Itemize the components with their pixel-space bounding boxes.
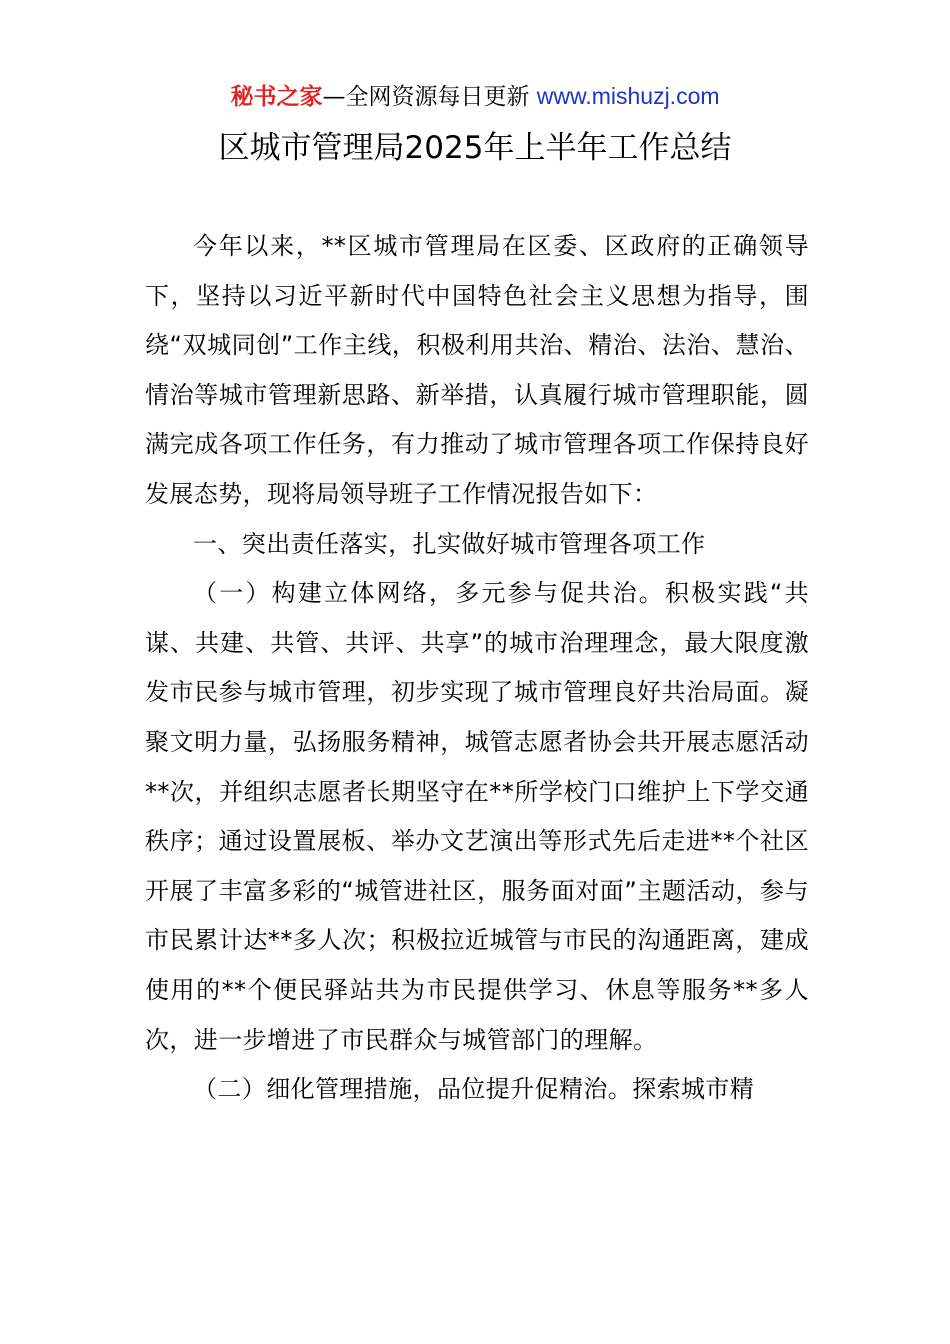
paragraph-subsection-2: （二）细化管理措施，品位提升促精治。探索城市精 — [193, 1075, 755, 1104]
section-heading-1: 一、突出责任落实，扎实做好城市管理各项工作 — [193, 529, 706, 558]
site-banner — [0, 80, 950, 113]
document-title: 区城市管理局2025年上半年工作总结 — [218, 130, 732, 166]
site-brand: 秘书之家 — [230, 84, 323, 110]
site-tagline: —全网资源每日更新 — [322, 84, 537, 110]
document-body — [145, 222, 809, 1115]
paragraph-subsection-1: （一）构建立体网络，多元参与促共治。积极实践“共谋、共建、共管、共评、共享”的城市治理理念，最大限度激发市民参与城市管理，初步实现了城市管理良好共治局面。凝聚文明力量，弘扬服务精神，城管志愿者协会共开展志愿活动**次，并组织志愿者长期坚守在**所学校门口维护上下学交通秩序；通过设置展板、举办文艺演出等形式先后走进**个社区开展了丰富多彩的“城管进社区，服务面对面”主题活动，参与市民累计达**多人次；积极拉近城管与市民的沟通距离，建成使用的**个便民驿站共为市民提供学习、休息等服务**多人次，进一步增进了市民群众与城管部门的理解。 — [145, 579, 809, 1054]
paragraph-intro: 今年以来，**区城市管理局在区委、区政府的正确领导下，坚持以习近平新时代中国特色社会主义思想为指导，围绕“双城同创”工作主线，积极利用共治、精治、法治、慧治、情治等城市管理新思路、新举措，认真履行城市管理职能，圆满完成各项工作任务，有力推动了城市管理各项工作保持良好发展态势，现将局领导班子工作情况报告如下： — [145, 232, 809, 508]
site-url-link[interactable]: www.mishuzj.com — [536, 83, 720, 109]
